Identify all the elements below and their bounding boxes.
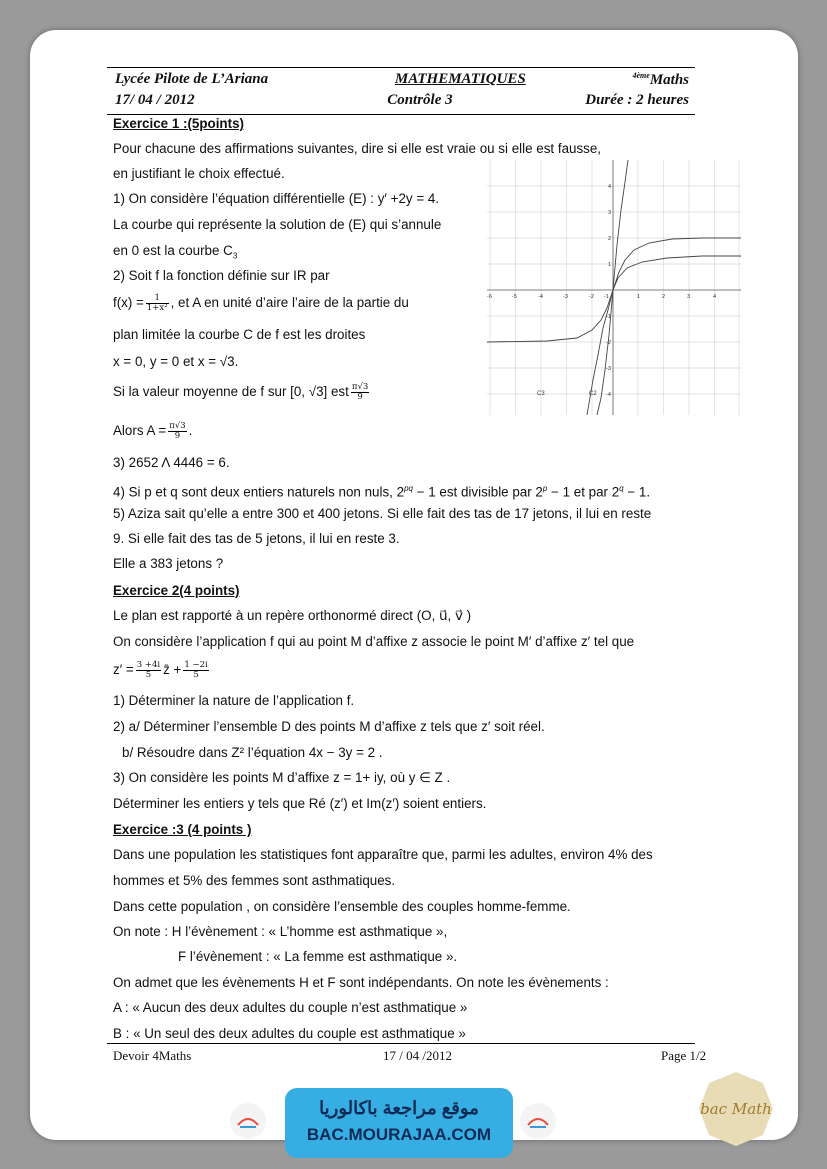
exercise-3-title: Exercice :3 (4 points )	[113, 822, 252, 837]
ex2-q2b: b/ Résoudre dans Z² l’équation 4x − 3y = 2 .	[122, 745, 383, 760]
ex1-q5-line-1: 5) Aziza sait qu’elle a entre 300 et 400 jetons. Si elle fait des tas de 17 jetons, il lui en reste	[113, 506, 652, 521]
ex1-q2-line-5: Si la valeur moyenne de f sur [0, √3] est $\frac{\pi√3}{9}$	[113, 382, 369, 402]
ex1-q5-line-3: Elle a 383 jetons ?	[113, 556, 224, 571]
x-tick-label: -3	[563, 294, 568, 300]
school-name: Lycée Pilote de L’Ariana	[115, 71, 269, 87]
ex1-q3: 3) 2652 Λ 4446 = 6.	[113, 455, 230, 470]
ex2-q3: 3) On considère les points M d’affixe z = 1+ iy, où y ∈ Z .	[113, 770, 451, 785]
ex3-line-3: Dans cette population , on considère l’ensemble des couples homme-femme.	[113, 899, 571, 914]
y-tick-label: 1	[608, 262, 612, 268]
x-tick-label: 3	[687, 294, 691, 300]
y-tick-label: 3	[608, 210, 612, 216]
banner-arabic-text: موقع مراجعة باكالوريا	[319, 1098, 479, 1118]
badge-text: bac Math	[700, 1100, 772, 1118]
ex1-q2-line-6: Alors A = $\frac{\pi√3}{9}$ .	[113, 421, 193, 441]
y-tick-label: -3	[606, 366, 611, 372]
ex1-q2-line-3: plan limitée la courbe C de f est les droites	[113, 327, 366, 342]
exercise-1-title: Exercice 1 :(5points)	[113, 116, 244, 131]
footer-date: 17 / 04 /2012	[383, 1048, 452, 1063]
x-tick-label: -6	[487, 294, 492, 300]
class-level: $^{4ème}$Maths	[632, 71, 689, 88]
ex3-line-8: B : « Un seul des deux adultes du couple est asthmatique »	[113, 1026, 466, 1041]
subject: MATHEMATIQUES	[394, 71, 526, 87]
x-tick-label: 1	[637, 294, 641, 300]
ex1-intro-line-2: en justifiant le choix effectué.	[113, 166, 285, 181]
ex3-line-5: F l’évènement : « La femme est asthmatique ».	[178, 949, 458, 964]
footer-page: Page 1/2	[661, 1048, 707, 1063]
ex1-q1-line-2: La courbe qui représente la solution de (E) qui s’annule	[113, 217, 442, 232]
bac-math-badge	[697, 1070, 775, 1148]
ex3-line-2: hommes et 5% des femmes sont asthmatiques.	[113, 873, 396, 888]
exam-date: 17/ 04 / 2012	[115, 92, 195, 108]
banner-site-link[interactable]: BAC.MOURAJAA.COM	[306, 1125, 492, 1144]
label-c2: C2	[589, 391, 597, 397]
y-tick-label: 2	[608, 236, 612, 242]
x-tick-label: -4	[538, 294, 543, 300]
site-banner[interactable]	[285, 1088, 513, 1158]
curve-c2	[597, 160, 628, 415]
x-tick-label: -2	[589, 294, 594, 300]
y-tick-label: -1	[606, 314, 611, 320]
ex3-line-6: On admet que les évènements H et F sont indépendants. On note les évènements :	[113, 975, 609, 990]
footer-left: Devoir 4Maths	[113, 1048, 192, 1063]
ex3-line-4: On note : H l’évènement : « L’homme est asthmatique »,	[113, 924, 448, 939]
ex2-line-1: Le plan est rapporté à un repère orthonormé direct (O, u⃗, v⃗ )	[113, 608, 472, 623]
y-tick-label: 4	[608, 184, 612, 190]
exam-name: Contrôle 3	[387, 92, 453, 108]
ex2-q1: 1) Déterminer la nature de l’application f.	[113, 693, 355, 708]
ex1-q1-line-1: 1) On considère l’équation différentielle (E) : y′ +2y = 4.	[113, 191, 440, 206]
ex1-intro-line-1: Pour chacune des affirmations suivantes, dire si elle est vraie ou si elle est fausse,	[113, 141, 602, 156]
ex3-line-7: A : « Aucun des deux adultes du couple n’est asthmatique »	[113, 1000, 468, 1015]
ex2-q3b: Déterminer les entiers y tels que Ré (z′) et Im(z′) soient entiers.	[113, 796, 487, 811]
ex2-equation: z′ = $\frac{3 +4i}{5}$ z̄ + $\frac{1 -2i}{5}$	[113, 660, 208, 680]
ex1-q4: 4) Si p et q sont deux entiers naturels non nuls, $2^{pq} - 1$ est divisible par $2^p - 1$ et par $2^q - 1$.	[113, 484, 651, 500]
footer-divider	[107, 1043, 695, 1044]
y-tick-label: -2	[606, 340, 611, 346]
x-tick-label: 4	[713, 294, 717, 300]
ex1-q5-line-2: 9. Si elle fait des tas de 5 jetons, il lui en reste 3.	[113, 531, 400, 546]
label-c3: C3	[537, 391, 545, 397]
site-logo-icon	[520, 1103, 556, 1139]
ex3-line-1: Dans une population les statistiques font apparaître que, parmi les adultes, environ 4% des	[113, 847, 653, 862]
exam-header	[107, 67, 695, 115]
function-graph	[487, 160, 741, 415]
exam-duration: Durée : 2 heures	[585, 92, 689, 108]
exercise-2-title: Exercice 2(4 points)	[113, 583, 240, 598]
y-tick-label: -4	[606, 392, 611, 398]
ex2-line-2: On considère l’application f qui au point M d’affixe z associe le point M′ d’affixe z′ tel que	[113, 634, 635, 649]
ex1-q1-line-3: en 0 est la courbe $C_3$	[113, 243, 238, 261]
x-tick-label: -1	[604, 294, 609, 300]
ex1-q2-line-4: x = 0, y = 0 et x = √3.	[113, 354, 239, 369]
site-logo-icon	[230, 1103, 266, 1139]
ex2-q2a: 2) a/ Déterminer l’ensemble D des points M d’affixe z tels que z′ soit réel.	[113, 719, 545, 734]
ex1-q2-line-1: 2) Soit f la fonction définie sur IR par	[113, 268, 330, 283]
x-tick-label: -5	[512, 294, 517, 300]
x-tick-label: 2	[662, 294, 666, 300]
ex1-q2-line-2: f(x) = $\frac{1}{\text{1+x²}}$ , et A en unité d’aire l’aire de la partie du	[113, 293, 409, 313]
